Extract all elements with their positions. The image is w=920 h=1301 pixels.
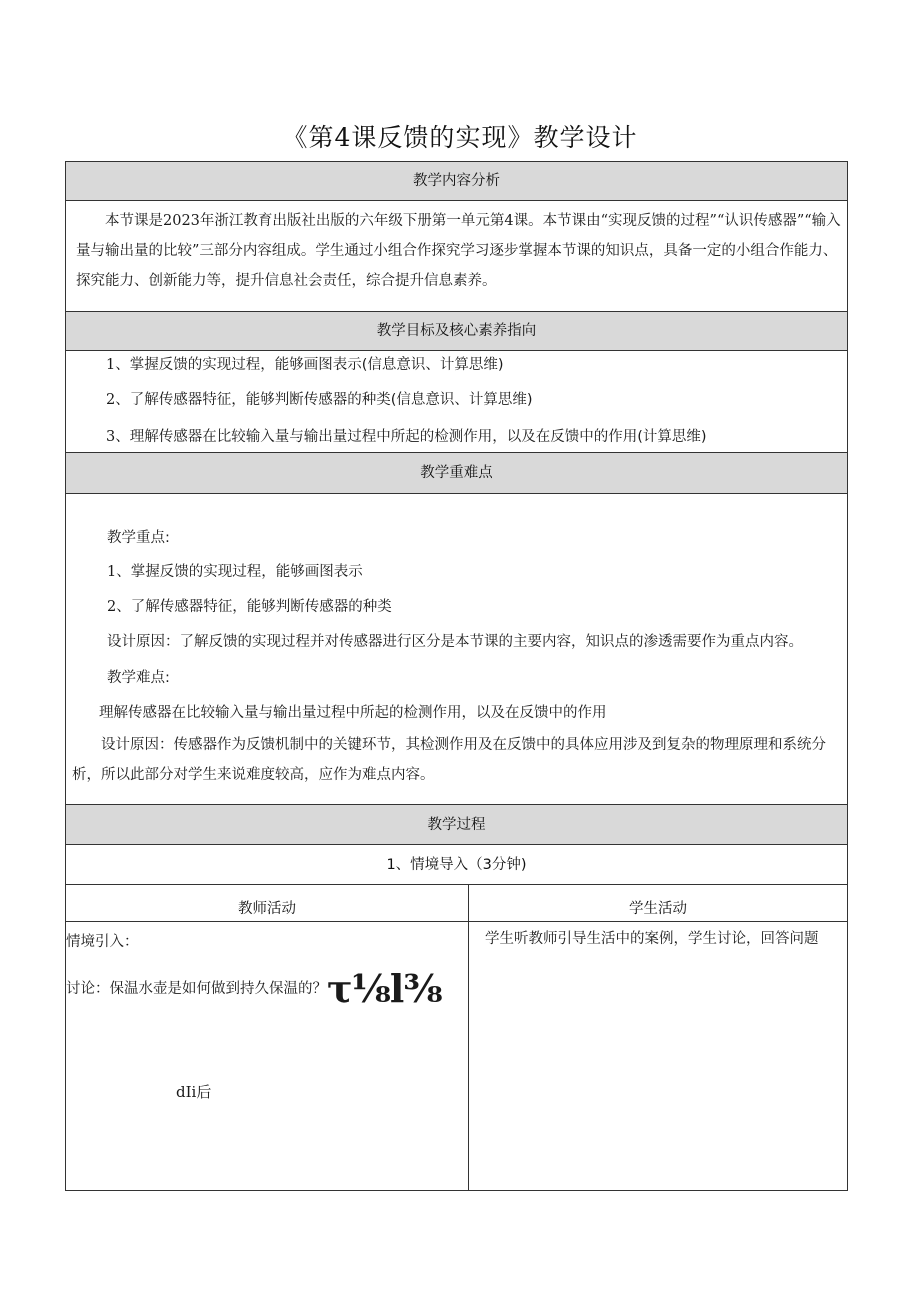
student-activity-cell [469, 922, 847, 1190]
image-placeholder-glyphs: τ⅛l⅜ [327, 966, 442, 1011]
activity-content-row [66, 922, 847, 1190]
key-item-1: 1、掌握反馈的实现过程，能够画图表示 [107, 564, 363, 580]
goal-item-1: 1、掌握反馈的实现过程，能够画图表示(信息意识、计算思维) [106, 357, 504, 373]
teacher-intro: 情境引入： [66, 934, 139, 950]
keypoints-cell [66, 494, 847, 805]
image-caption: dIi后 [176, 1083, 212, 1101]
diff-reason: 设计原因：传感器作为反馈机制中的关键环节，其检测作用及在反馈中的具体应用涉及到复杂的物理原理和系统分析，所以此部分对学生来说难度较高，应作为难点内容。 [72, 737, 826, 783]
key-reason: 设计原因：了解反馈的实现过程并对传感器进行区分是本节课的主要内容，知识点的渗透需要作为重点内容。 [107, 634, 803, 650]
key-label: 教学重点: [107, 530, 170, 546]
diff-label: 教学难点: [107, 670, 170, 686]
student-activity-header: 学生活动 [469, 885, 847, 921]
student-activity-text: 学生听教师引导生活中的案例，学生讨论，回答问题 [485, 931, 819, 947]
stage-title: 1、情境导入（3分钟) [66, 845, 847, 885]
teacher-activity-cell [66, 922, 469, 1190]
content-analysis-cell [66, 201, 847, 312]
goals-cell [66, 351, 847, 453]
lesson-plan-table [65, 161, 848, 1191]
goal-item-3: 3、理解传感器在比较输入量与输出量过程中所起的检测作用，以及在反馈中的作用(计算思维) [106, 429, 707, 445]
goals-header: 教学目标及核心素养指向 [66, 312, 847, 351]
goal-item-2: 2、了解传感器特征，能够判断传感器的种类(信息意识、计算思维) [106, 392, 533, 408]
teacher-activity-header: 教师活动 [66, 885, 469, 921]
key-item-2: 2、了解传感器特征，能够判断传感器的种类 [107, 599, 392, 615]
keypoints-header: 教学重难点 [66, 453, 847, 494]
diff-item: 理解传感器在比较输入量与输出量过程中所起的检测作用，以及在反馈中的作用 [99, 705, 607, 721]
content-analysis-text: 本节课是2023年浙江教育出版社出版的六年级下册第一单元第4课。本节课由“实现反馈的过程”“认识传感器”“输入量与输出量的比较”三部分内容组成。学生通过小组合作探究学习逐步掌握本节课的知识点，具备一定的小组合作能力、探究能力、创新能力等，提升信息社会责任，综合提升信息素养。 [76, 213, 841, 289]
activity-column-headers [66, 885, 847, 922]
process-header: 教学过程 [66, 805, 847, 845]
page-title: 《第4课反馈的实现》教学设计 [282, 123, 638, 152]
content-analysis-header: 教学内容分析 [66, 162, 847, 201]
teacher-discuss: 讨论：保温水壶是如何做到持久保温的？τ⅛l⅜ [66, 966, 442, 1011]
